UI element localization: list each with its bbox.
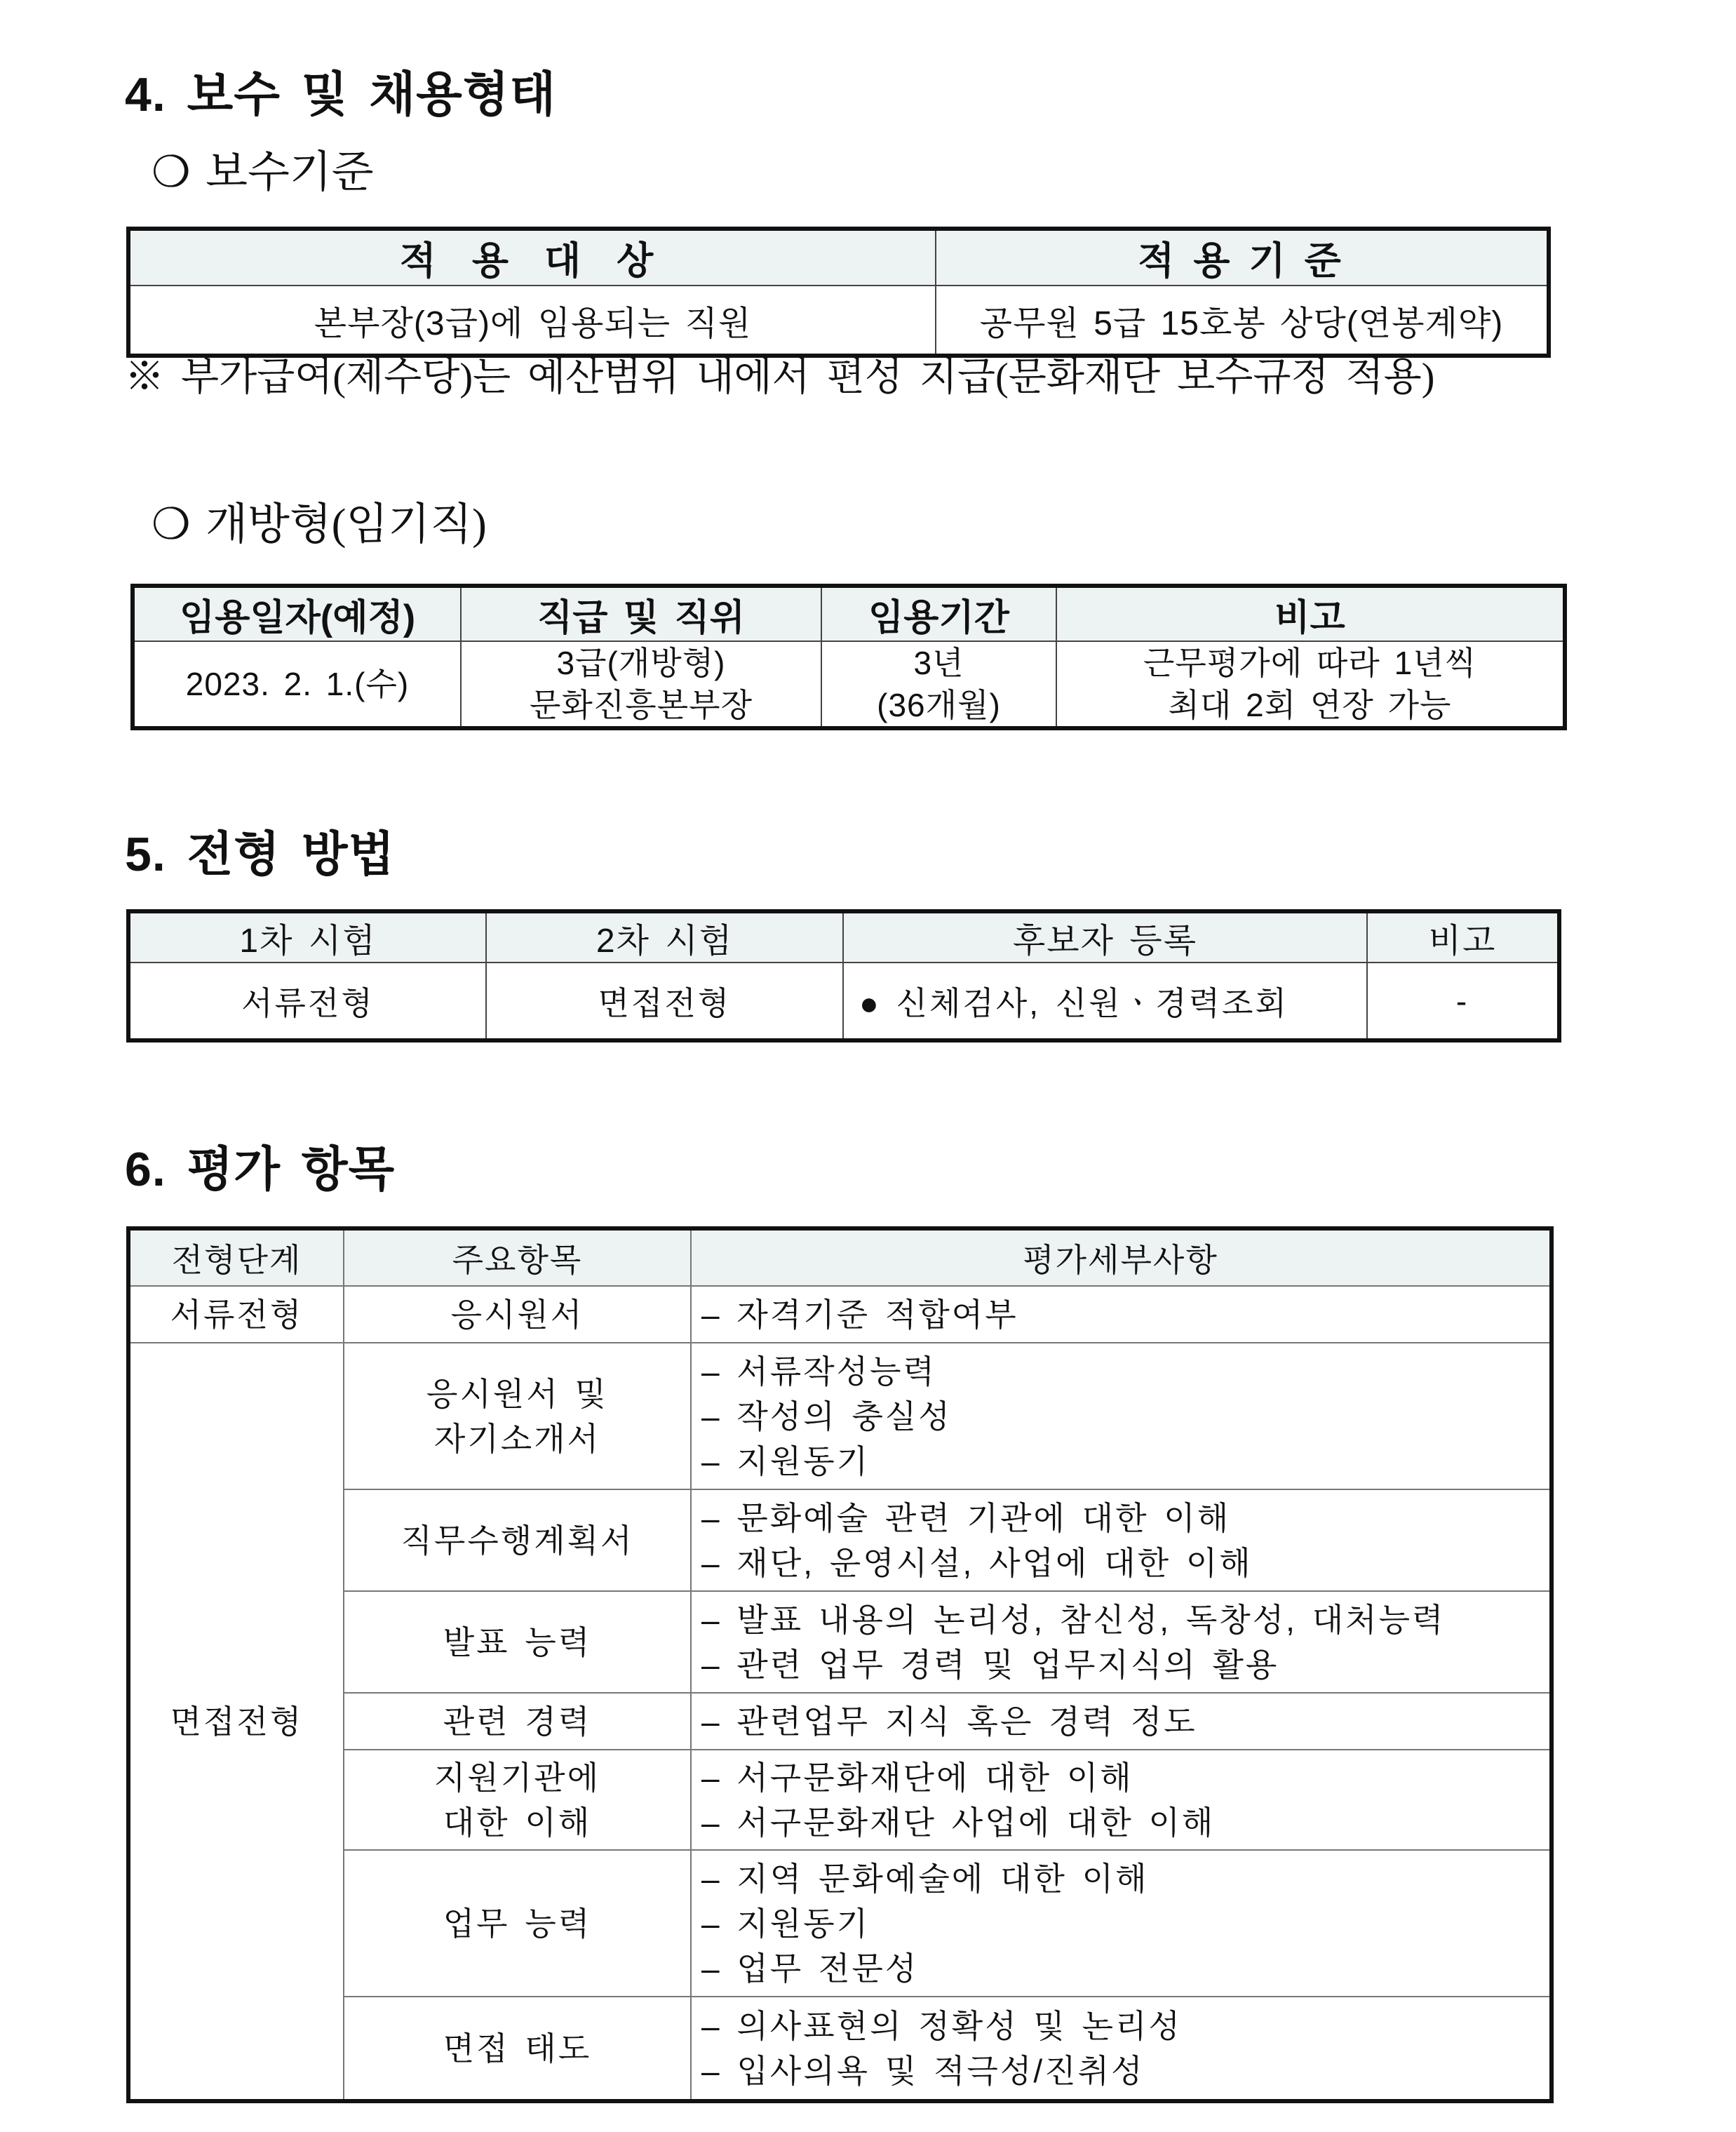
cell-details [691,1489,1552,1591]
cell-item: 응시원서 [344,1286,691,1343]
header-first-exam: 1차 시험 [128,911,486,963]
section-6-heading: 6. 평가 항목 [125,1143,396,1196]
term-months: (36개월) [877,687,1001,723]
cell-item: 직무수행계획서 [344,1489,691,1591]
item-line: 지원기관에 [433,1759,601,1796]
detail-line: – 작성의 충실성 [701,1397,952,1435]
table-header-row [133,586,1565,641]
detail-line: – 지원동기 [701,1442,870,1480]
header-remarks: 비고 [1367,911,1559,963]
header-stage: 전형단계 [128,1228,344,1286]
detail-line: – 서류작성능력 [701,1353,936,1390]
table-header-row [128,1228,1552,1286]
detail-line: – 서구문화재단에 대한 이해 [701,1759,1133,1796]
cell-item: 발표 능력 [344,1591,691,1693]
cell-second-exam: 면접전형 [486,963,843,1040]
cell-item [344,1343,691,1489]
item-line: 응시원서 및 [426,1375,608,1412]
cell-item [344,1750,691,1850]
header-standard: 적 용 기 준 [936,229,1549,286]
header-grade-position: 직급 및 직위 [461,586,821,641]
term-years: 3년 [913,645,964,681]
cell-details [691,1997,1552,2101]
table-row [133,641,1565,728]
open-position-table [130,584,1567,730]
detail-line: – 서구문화재단 사업에 대한 이해 [701,1804,1216,1841]
cell-target: 본부장(3급)에 임용되는 직원 [128,286,936,356]
open-position-title: ❍ 개방형(임기직) [152,501,487,549]
cell-item: 관련 경력 [344,1693,691,1750]
position-line: 문화진흥본부장 [529,687,753,723]
header-second-exam: 2차 시험 [486,911,843,963]
table-row [128,1343,1552,1489]
cell-details [691,1343,1552,1489]
header-target: 적 용 대 상 [128,229,936,286]
header-appointment-date: 임용일자(예정) [133,586,461,641]
remarks-line-2: 최대 2회 연장 가능 [1168,687,1452,723]
header-candidate-registration: 후보자 등록 [843,911,1367,963]
header-remarks: 비고 [1056,586,1565,641]
table-row [128,286,1549,356]
table-row [128,1286,1552,1343]
selection-method-table [126,909,1561,1042]
detail-line: – 입사의욕 및 적극성/진취성 [701,2052,1145,2089]
detail-line: – 관련 업무 경력 및 업무지식의 활용 [701,1646,1279,1683]
cell-term [821,641,1056,728]
allowance-note: ※ 부가급여(제수당)는 예산범위 내에서 편성 지급(문화재단 보수규정 적용) [125,356,1435,399]
detail-line: – 업무 전문성 [701,1950,919,1987]
cell-appointment-date: 2023. 2. 1.(수) [133,641,461,728]
detail-line: – 재단, 운영시설, 사업에 대한 이해 [701,1544,1253,1581]
cell-item: 면접 태도 [344,1997,691,2101]
header-details: 평가세부사항 [691,1228,1552,1286]
table-row [128,963,1559,1040]
pay-standard-title: ❍ 보수기준 [152,149,374,196]
pay-standard-table [126,227,1551,358]
detail-line: – 의사표현의 정확성 및 논리성 [701,2007,1182,2044]
cell-details [691,1591,1552,1693]
cell-item: 업무 능력 [344,1850,691,1997]
cell-details [691,1286,1552,1343]
table-header-row [128,229,1549,286]
cell-remarks: - [1367,963,1559,1040]
cell-details [691,1850,1552,1997]
detail-line: – 관련업무 지식 혹은 경력 정도 [701,1703,1197,1740]
cell-details [691,1693,1552,1750]
evaluation-table [126,1226,1554,2103]
cell-remarks [1056,641,1565,728]
detail-line: – 문화예술 관련 기관에 대한 이해 [701,1499,1231,1536]
grade-line: 3급(개방형) [556,645,726,681]
detail-line: – 발표 내용의 논리성, 참신성, 독창성, 대처능력 [701,1601,1446,1638]
header-term: 임용기간 [821,586,1056,641]
detail-line: – 지역 문화예술에 대한 이해 [701,1860,1149,1897]
cell-standard: 공무원 5급 15호봉 상당(연봉계약) [936,286,1549,356]
section-5-heading: 5. 전형 방법 [125,828,396,881]
section-4-heading: 4. 보수 및 채용형태 [125,68,557,121]
cell-details [691,1750,1552,1850]
detail-line: – 자격기준 적합여부 [701,1296,1018,1333]
cell-stage-interview: 면접전형 [128,1343,344,2101]
remarks-line-1: 근무평가에 따라 1년씩 [1143,645,1477,681]
cell-candidate-registration: ● 신체검사, 신원ㆍ경력조회 [843,963,1367,1040]
item-line: 자기소개서 [433,1420,601,1457]
cell-first-exam: 서류전형 [128,963,486,1040]
cell-grade-position [461,641,821,728]
item-line: 대한 이해 [443,1804,592,1841]
header-main-item: 주요항목 [344,1228,691,1286]
detail-line: – 지원동기 [701,1905,870,1942]
table-header-row [128,911,1559,963]
cell-stage-document: 서류전형 [128,1286,344,1343]
